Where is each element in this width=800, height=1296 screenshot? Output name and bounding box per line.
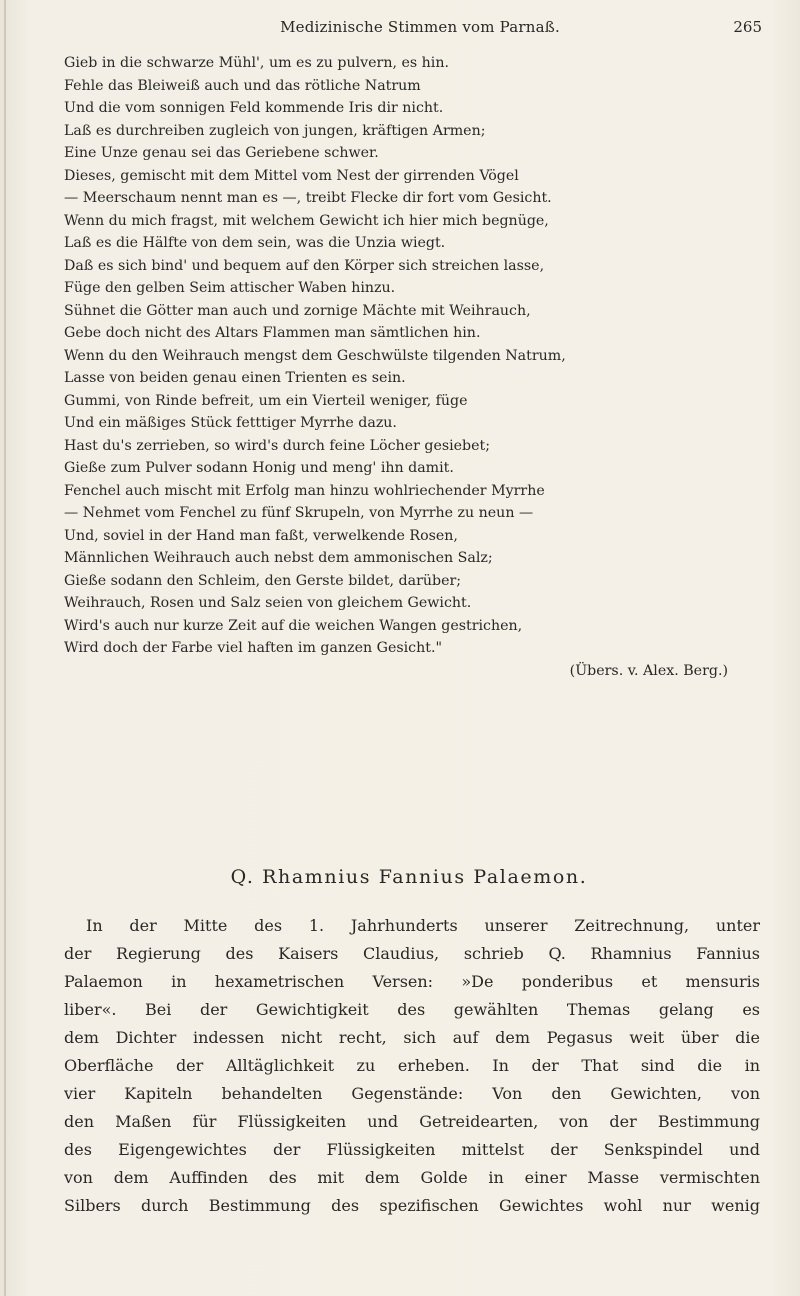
paragraph-line: von dem Auffinden des mit dem Golde in einer Masse vermischten bbox=[64, 1168, 760, 1187]
running-head: Medizinische Stimmen vom Parnaß. bbox=[280, 18, 560, 36]
poem-line: Wird's auch nur kurze Zeit auf die weichen Wangen gestrichen, bbox=[64, 617, 523, 634]
paragraph-line: den Maßen für Flüssigkeiten und Getreidearten, von der Bestimmung bbox=[64, 1112, 760, 1131]
poem-line: Männlichen Weihrauch auch nebst dem ammonischen Salz; bbox=[64, 550, 493, 566]
translator-attribution: (Übers. v. Alex. Berg.) bbox=[569, 662, 728, 679]
poem-line: Wird doch der Farbe viel haften im ganzen Gesicht." bbox=[64, 640, 442, 656]
page-gutter bbox=[4, 0, 6, 1296]
poem-line: Und ein mäßiges Stück fetttiger Myrrhe dazu. bbox=[64, 415, 397, 431]
poem-line: Weihrauch, Rosen und Salz seien von gleichem Gewicht. bbox=[64, 595, 472, 611]
poem-line: Lasse von beiden genau einen Trienten es sein. bbox=[64, 370, 406, 386]
poem-line: Daß es sich bind' und bequem auf den Körper sich streichen lasse, bbox=[64, 257, 545, 274]
paragraph-line: Oberfläche der Alltäglichkeit zu erheben. In der That sind die in bbox=[64, 1056, 760, 1075]
poem-line: Gieße zum Pulver sodann Honig und meng' ihn damit. bbox=[64, 460, 454, 476]
section-heading: Q. Rhamnius Fannius Palaemon. bbox=[230, 866, 588, 888]
poem-line: Fenchel auch mischt mit Erfolg man hinzu wohlriechender Myrrhe bbox=[64, 482, 545, 499]
poem-line: Laß es die Hälfte von dem sein, was die Unzia wiegt. bbox=[64, 235, 446, 251]
poem-line: Und, soviel in der Hand man faßt, verwelkende Rosen, bbox=[64, 527, 458, 544]
paragraph-line: In der Mitte des 1. Jahrhunderts unserer Zeitrechnung, unter bbox=[86, 916, 760, 935]
page-number: 265 bbox=[733, 18, 762, 36]
paragraph-line: dem Dichter indessen nicht recht, sich auf dem Pegasus weit über die bbox=[64, 1028, 760, 1047]
poem-line: Eine Unze genau sei das Geriebene schwer. bbox=[64, 145, 379, 161]
paragraph-line: vier Kapiteln behandelten Gegenstände: Von den Gewichten, von bbox=[64, 1084, 760, 1103]
poem-line: Laß es durchreiben zugleich von jungen, kräftigen Armen; bbox=[64, 122, 486, 139]
poem-block bbox=[64, 52, 754, 684]
poem-line: Fehle das Bleiweiß auch und das rötliche Natrum bbox=[64, 77, 421, 94]
poem-line: Dieses, gemischt mit dem Mittel vom Nest der girrenden Vögel bbox=[64, 167, 519, 184]
poem-line: Gummi, von Rinde befreit, um ein Vierteil weniger, füge bbox=[64, 392, 468, 409]
poem-line: Wenn du mich fragst, mit welchem Gewicht ich hier mich begnüge, bbox=[64, 212, 549, 229]
poem-line: — Meerschaum nennt man es —, treibt Flecke dir fort vom Gesicht. bbox=[64, 190, 552, 206]
prose-paragraph bbox=[64, 912, 760, 1220]
poem-line: Füge den gelben Seim attischer Waben hinzu. bbox=[64, 280, 396, 296]
poem-line: Wenn du den Weihrauch mengst dem Geschwülste tilgenden Natrum, bbox=[64, 347, 566, 364]
paragraph-line: Silbers durch Bestimmung des spezifischen Gewichtes wohl nur wenig bbox=[64, 1196, 760, 1215]
poem-line: Und die vom sonnigen Feld kommende Iris dir nicht. bbox=[64, 100, 444, 116]
paragraph-line: des Eigengewichtes der Flüssigkeiten mittelst der Senkspindel und bbox=[64, 1140, 760, 1159]
poem-line: Gieb in die schwarze Mühl', um es zu pulvern, es hin. bbox=[64, 55, 449, 71]
page-header bbox=[70, 12, 770, 42]
poem-line: — Nehmet vom Fenchel zu fünf Skrupeln, von Myrrhe zu neun — bbox=[64, 505, 534, 521]
poem-line: Hast du's zerrieben, so wird's durch feine Löcher gesiebet; bbox=[64, 437, 491, 454]
paragraph-line: Palaemon in hexametrischen Versen: »De ponderibus et mensuris bbox=[64, 972, 760, 991]
paragraph-line: liber«. Bei der Gewichtigkeit des gewählten Themas gelang es bbox=[64, 1000, 760, 1019]
poem-line: Gebe doch nicht des Altars Flammen man sämtlichen hin. bbox=[64, 325, 481, 341]
paragraph-line: der Regierung des Kaisers Claudius, schrieb Q. Rhamnius Fannius bbox=[64, 944, 760, 963]
poem-line: Gieße sodann den Schleim, den Gerste bildet, darüber; bbox=[64, 572, 462, 589]
poem-line: Sühnet die Götter man auch und zornige Mächte mit Weihrauch, bbox=[64, 302, 531, 319]
